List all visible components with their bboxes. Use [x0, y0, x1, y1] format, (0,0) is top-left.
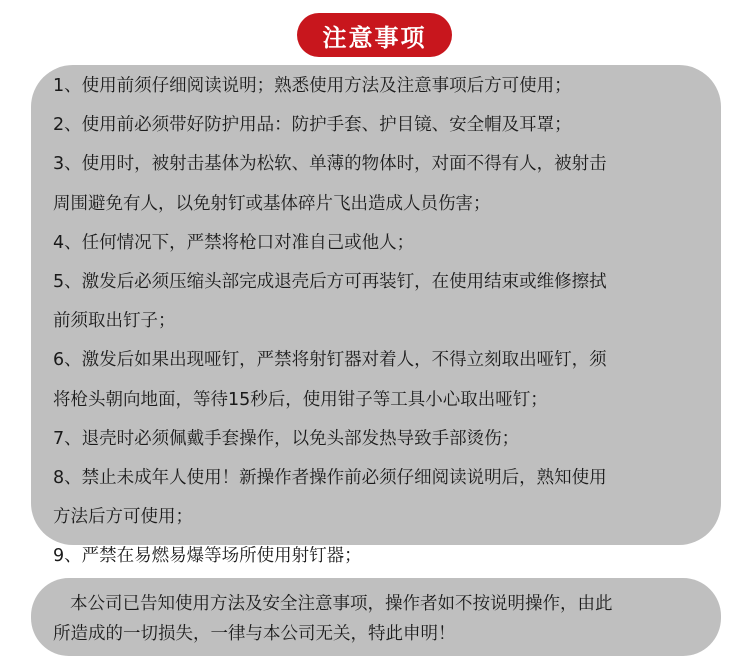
notice-line: 7、退壳时必须佩戴手套操作，以免头部发热导致手部烫伤；: [53, 428, 520, 449]
notice-line: 2、使用前必须带好防护用品：防护手套、护目镜、安全帽及耳罩；: [53, 115, 572, 136]
notice-line: 6、激发后如果出现哑钉，严禁将射钉器对着人，不得立刻取出哑钉，须: [53, 350, 607, 371]
statement-line: 所造成的一切损失，一律与本公司无关，特此申明！: [53, 624, 456, 644]
notice-line: 方法后方可使用；: [53, 507, 193, 528]
notice-line: 8、禁止未成年人使用！新操作者操作前必须仔细阅读说明后，熟知使用: [53, 467, 607, 488]
notice-list: [53, 67, 713, 576]
notice-line: 9、严禁在易燃易爆等场所使用射钉器；: [53, 546, 362, 567]
page-title: 注意事项: [322, 23, 427, 52]
statement-line: 本公司已告知使用方法及安全注意事项，操作者如不按说明操作，由此: [70, 594, 613, 614]
notice-line: 5、激发后必须压缩头部完成退壳后方可再装钉，在使用结束或维修擦拭: [53, 271, 607, 292]
notice-line: 4、任何情况下，严禁将枪口对准自己或他人；: [53, 232, 415, 253]
disclaimer-statement: [53, 589, 713, 649]
notice-line: 3、使用时，被射击基体为松软、单薄的物体时，对面不得有人，被射击: [53, 154, 607, 175]
notice-line: 将枪头朝向地面，等待15秒后，使用钳子等工具小心取出哑钉；: [53, 389, 548, 410]
notice-line: 1、使用前须仔细阅读说明；熟悉使用方法及注意事项后方可使用；: [53, 76, 572, 96]
notice-line: 周围避免有人，以免射钉或基体碎片飞出造成人员伤害；: [53, 193, 491, 214]
notice-line: 前须取出钉子；: [53, 311, 176, 332]
title-badge: [297, 13, 452, 57]
